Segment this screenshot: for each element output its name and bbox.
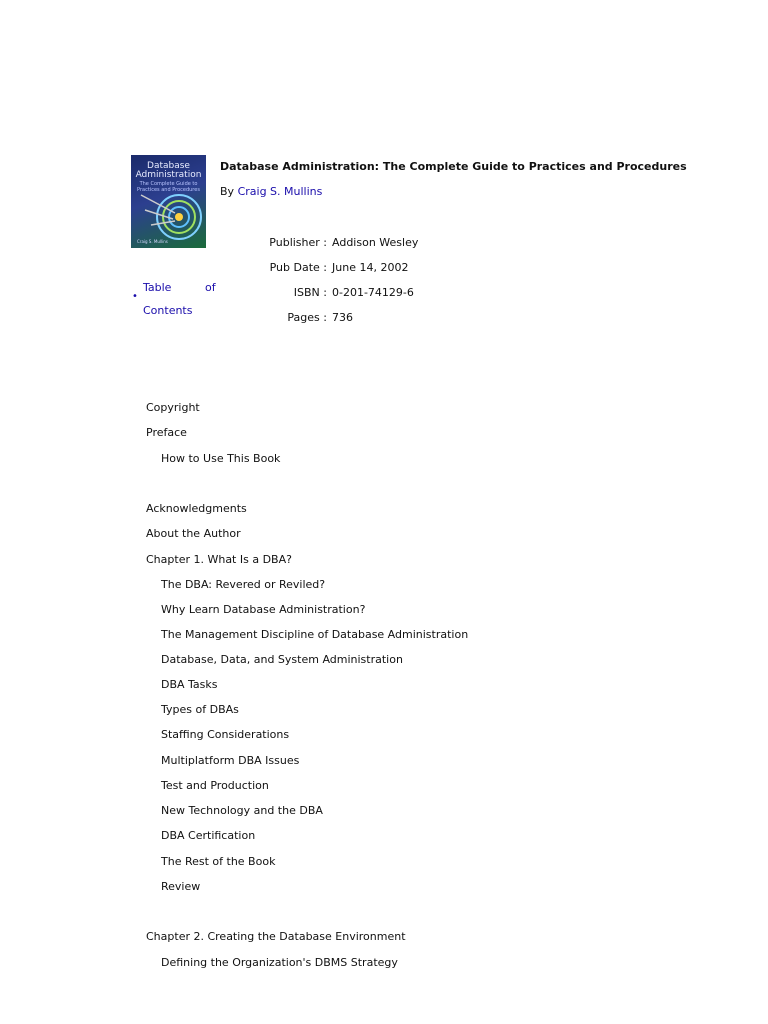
cover-title-line1: Database (147, 161, 190, 171)
cover-subtitle: The Complete Guide to Practices and Procedures (137, 181, 200, 193)
pubdate-value: June 14, 2002 (332, 261, 409, 274)
toc-item[interactable]: New Technology and the DBA (161, 804, 323, 817)
pubdate-label: Pub Date : (269, 261, 327, 274)
isbn-label: ISBN : (293, 286, 327, 299)
toc-item[interactable]: Why Learn Database Administration? (161, 603, 366, 616)
toc-item[interactable]: Staffing Considerations (161, 728, 290, 741)
author-link[interactable]: Craig S. Mullins (237, 185, 323, 198)
author-line (220, 185, 322, 198)
toc-item[interactable]: Database, Data, and System Administration (161, 653, 403, 666)
toc-item[interactable]: Copyright (146, 401, 200, 414)
toc-item[interactable]: Chapter 1. What Is a DBA? (146, 553, 292, 566)
toc-link-word-contents[interactable]: Contents (143, 304, 193, 317)
toc-item[interactable]: Chapter 2. Creating the Database Environment (146, 930, 406, 943)
pages-value: 736 (332, 311, 353, 324)
cover-title-line2: Administration (135, 170, 202, 180)
toc-link-line1[interactable] (143, 281, 216, 294)
toc-link-word-of[interactable]: of (205, 281, 216, 294)
toc-item[interactable]: Acknowledgments (146, 502, 247, 515)
toc-item[interactable]: Multiplatform DBA Issues (161, 754, 300, 767)
toc-item[interactable]: Types of DBAs (161, 703, 239, 716)
by-label: By (220, 185, 235, 198)
book-title: Database Administration: The Complete Guide to Practices and Procedures (220, 160, 687, 173)
toc-item[interactable]: Preface (146, 426, 187, 439)
publisher-label: Publisher : (269, 236, 327, 249)
cover-author: Craig S. Mullins (137, 239, 168, 244)
pages-label: Pages : (287, 311, 327, 324)
toc-item[interactable]: The Management Discipline of Database Administration (161, 628, 469, 641)
toc-item[interactable]: Defining the Organization's DBMS Strategy (161, 956, 398, 969)
isbn-value: 0-201-74129-6 (332, 286, 414, 299)
toc-item[interactable]: How to Use This Book (161, 452, 281, 465)
toc-item[interactable]: Review (161, 880, 201, 893)
publisher-value: Addison Wesley (332, 236, 419, 249)
toc-item[interactable]: DBA Tasks (161, 678, 218, 691)
toc-item[interactable]: The DBA: Revered or Reviled? (161, 578, 326, 591)
toc-item[interactable]: About the Author (146, 527, 241, 540)
toc-item[interactable]: DBA Certification (161, 829, 256, 842)
toc-item[interactable]: The Rest of the Book (161, 855, 276, 868)
book-cover (131, 155, 206, 248)
toc-item[interactable]: Test and Production (161, 779, 269, 792)
bullet-icon: • (132, 291, 138, 302)
toc-link-word-table[interactable]: Table (143, 281, 172, 294)
